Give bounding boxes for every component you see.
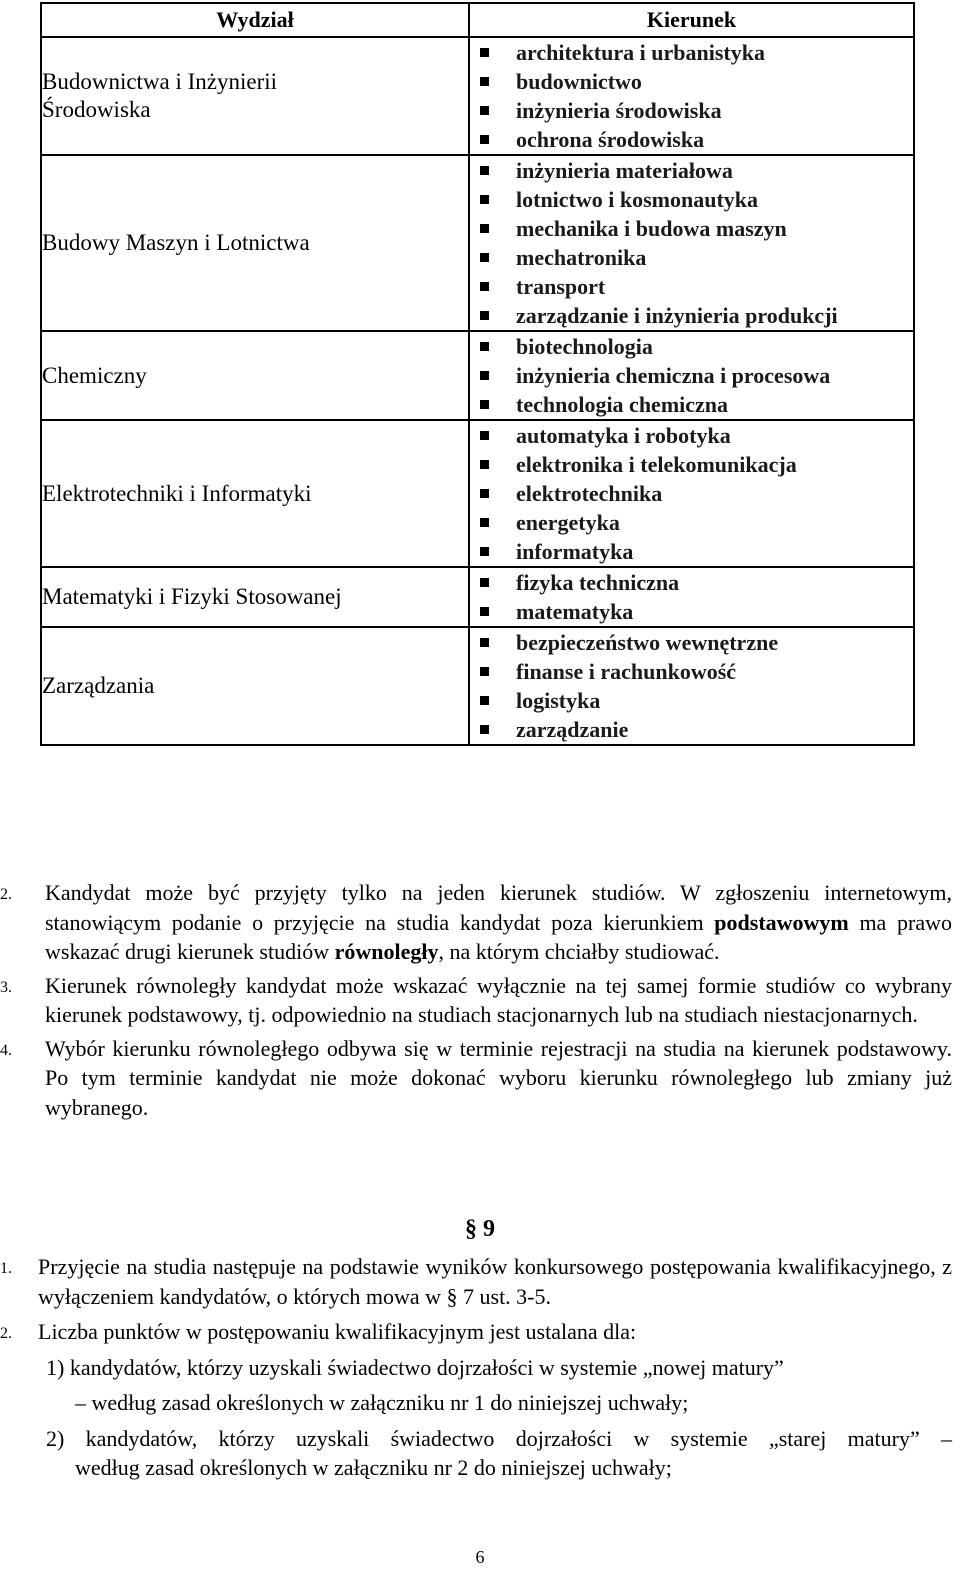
faculty-name-line: Środowiska [42, 97, 151, 122]
faculty-cell [41, 627, 469, 745]
bold-term-primary: podstawowym [714, 909, 849, 935]
major-label: energetyka [516, 510, 620, 535]
square-bullet-icon [480, 400, 489, 409]
major-item [470, 156, 913, 185]
faculty-cell [41, 37, 469, 155]
major-label: architektura i urbanistyka [516, 40, 765, 65]
table-row [41, 331, 914, 420]
major-label: elektronika i telekomunikacja [516, 452, 797, 477]
major-label: zarządzanie i inżynieria produkcji [516, 303, 838, 328]
paragraph-number: 2. [0, 1325, 12, 1342]
majors-list [470, 421, 913, 566]
faculty-name-line: Chemiczny [42, 362, 147, 388]
paragraphs-section-9 [0, 1252, 960, 1483]
list-item-line: – według zasad określonych w załączniku nr 1 do niniejszej uchwały; [75, 1390, 689, 1415]
faculty-name-line: Matematyki i Fizyki Stosowanej [42, 584, 342, 609]
table-row [41, 420, 914, 567]
major-item [470, 272, 913, 301]
paragraphs-section-8 [0, 878, 960, 1122]
faculty-major-table [40, 2, 915, 746]
major-label: logistyka [516, 688, 601, 713]
faculty-cell [41, 155, 469, 331]
majors-cell [469, 155, 914, 331]
paragraph-1 [0, 1252, 960, 1311]
square-bullet-icon [480, 725, 489, 734]
faculty-name-line: Elektrotechniki i Informatyki [42, 480, 312, 506]
major-item [470, 125, 913, 154]
table-row [41, 627, 914, 745]
list-item-2 [0, 1424, 960, 1483]
table-row [41, 155, 914, 331]
major-item [470, 243, 913, 272]
majors-cell [469, 567, 914, 627]
major-label: inżynieria materiałowa [516, 158, 733, 183]
paragraph-2 [0, 878, 960, 967]
major-label: matematyka [516, 599, 634, 624]
major-item [470, 421, 913, 450]
major-label: inżynieria środowiska [516, 98, 722, 123]
major-label: mechanika i budowa maszyn [516, 216, 787, 241]
major-item [470, 450, 913, 479]
square-bullet-icon [480, 431, 489, 440]
paragraph-number: 3. [0, 978, 12, 996]
major-label: lotnictwo i kosmonautyka [516, 187, 759, 212]
major-label: budownictwo [516, 69, 642, 94]
square-bullet-icon [480, 638, 489, 647]
square-bullet-icon [480, 135, 489, 144]
paragraph-2-s9 [0, 1317, 960, 1347]
major-label: automatyka i robotyka [516, 423, 731, 448]
major-item [470, 38, 913, 67]
square-bullet-icon [480, 696, 489, 705]
square-bullet-icon [480, 166, 489, 175]
major-item [470, 361, 913, 390]
major-item [470, 185, 913, 214]
square-bullet-icon [480, 489, 489, 498]
square-bullet-icon [480, 667, 489, 676]
majors-cell [469, 37, 914, 155]
list-item-1 [0, 1353, 960, 1418]
square-bullet-icon [480, 518, 489, 527]
major-label: mechatronika [516, 245, 647, 270]
square-bullet-icon [480, 371, 489, 380]
paragraph-3 [0, 971, 960, 1030]
paragraph-text: Przyjęcie na studia następuje na podstawie wyników konkursowego postępowania kwalifikacyjnego, z wyłączeniem kandydatów, o których mowa w § 7 ust. 3-5. [38, 1254, 952, 1309]
paragraph-text: , na którym chciałby studiować. [438, 939, 720, 964]
square-bullet-icon [480, 607, 489, 616]
major-item [470, 715, 913, 744]
table-header-row [41, 3, 914, 37]
square-bullet-icon [480, 106, 489, 115]
major-item [470, 597, 913, 626]
faculty-table-wrapper [40, 2, 915, 746]
majors-list [470, 628, 913, 744]
paragraph-text: Liczba punktów w postępowaniu kwalifikacyjnym jest ustalana dla: [38, 1319, 637, 1344]
majors-cell [469, 627, 914, 745]
paragraph-number: 1. [0, 1260, 12, 1277]
major-item [470, 628, 913, 657]
major-label: informatyka [516, 539, 634, 564]
faculty-cell [41, 331, 469, 420]
square-bullet-icon [480, 578, 489, 587]
page-number: 6 [475, 1547, 485, 1567]
majors-list [470, 38, 913, 154]
paragraph-text: ma prawo wskazać drugi kierunek studiów [45, 909, 952, 964]
bold-term-parallel: równoległy [334, 939, 439, 964]
major-item [470, 332, 913, 361]
header-major: Kierunek [469, 3, 914, 37]
header-faculty: Wydział [41, 3, 469, 37]
square-bullet-icon [480, 311, 489, 320]
faculty-cell [41, 420, 469, 567]
major-label: bezpieczeństwo wewnętrzne [516, 630, 779, 655]
faculty-name-line: Budownictwa i Inżynierii [42, 69, 278, 94]
major-item [470, 686, 913, 715]
major-item [470, 214, 913, 243]
list-item-line: 1) kandydatów, którzy uzyskali świadectwo dojrzałości w systemie „nowej matury” [46, 1354, 784, 1380]
major-item [470, 390, 913, 419]
majors-list [470, 156, 913, 330]
major-label: transport [516, 274, 606, 299]
major-item [470, 67, 913, 96]
square-bullet-icon [480, 253, 489, 262]
major-label: finanse i rachunkowość [516, 659, 737, 684]
square-bullet-icon [480, 224, 489, 233]
major-item [470, 508, 913, 537]
paragraph-text: Wybór kierunku równoległego odbywa się w terminie rejestracji na studia na kierunek podstawowy. Po tym terminie kandydat nie może dokonać wyboru kierunku równoległego lub zmiany już wybranego. [45, 1035, 952, 1120]
square-bullet-icon [480, 282, 489, 291]
paragraph-number: 4. [0, 1041, 12, 1059]
table-body [41, 37, 914, 745]
square-bullet-icon [480, 195, 489, 204]
faculty-name-line: Budowy Maszyn i Lotnictwa [42, 230, 310, 255]
square-bullet-icon [480, 77, 489, 86]
major-item [470, 537, 913, 566]
square-bullet-icon [480, 342, 489, 351]
major-label: technologia chemiczna [516, 392, 729, 417]
major-label: inżynieria chemiczna i procesowa [516, 363, 831, 388]
list-item-line: według zasad określonych w załączniku nr 2 do niniejszej uchwały; [75, 1455, 672, 1480]
major-item [470, 301, 913, 330]
major-label: biotechnologia [516, 334, 653, 359]
paragraph-text: Kandydat może być przyjęty tylko na jeden kierunek studiów. W zgłoszeniu internetowym, stanowiącym podanie o przyjęcie na studia kandydat poza kierunkiem [45, 880, 952, 935]
majors-cell [469, 420, 914, 567]
square-bullet-icon [480, 460, 489, 469]
major-label: zarządzanie [516, 717, 629, 742]
major-label: elektrotechnika [516, 481, 663, 506]
major-item [470, 96, 913, 125]
majors-cell [469, 331, 914, 420]
square-bullet-icon [480, 48, 489, 57]
faculty-name-line: Zarządzania [42, 673, 155, 698]
paragraph-number: 2. [0, 886, 12, 903]
major-item [470, 568, 913, 597]
paragraph-4 [0, 1034, 960, 1123]
section-heading: § 9 [465, 1216, 495, 1242]
faculty-cell [41, 567, 469, 627]
paragraph-text: Kierunek równoległy kandydat może wskazać wyłącznie na tej samej formie studiów co wybrany kierunek podstawowy, tj. odpowiednio na studiach stacjonarnych lub na studiach niestacjonarnych. [45, 972, 952, 1027]
square-bullet-icon [480, 547, 489, 556]
major-item [470, 479, 913, 508]
majors-list [470, 568, 913, 626]
majors-list [470, 332, 913, 419]
table-row [41, 37, 914, 155]
table-row [41, 567, 914, 627]
list-item-line: 2) kandydatów, którzy uzyskali świadectwo dojrzałości w systemie „starej matury” – [46, 1425, 952, 1451]
major-label: ochrona środowiska [516, 127, 705, 152]
major-item [470, 657, 913, 686]
major-label: fizyka techniczna [516, 570, 680, 595]
